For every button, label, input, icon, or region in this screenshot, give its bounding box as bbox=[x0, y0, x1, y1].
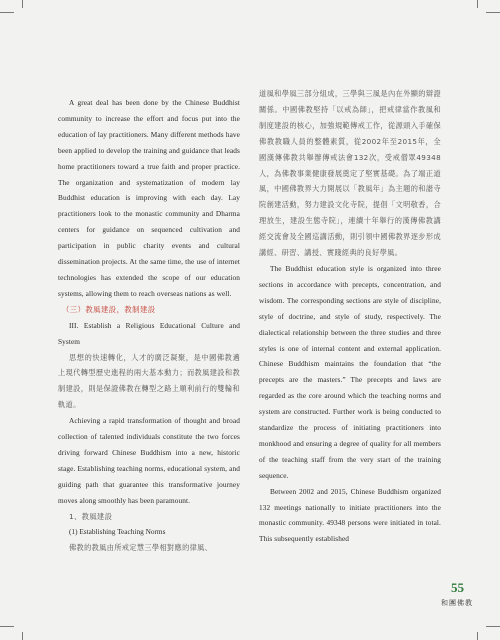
paragraph-zh-transformation: 思想的快速轉化，人才的廣泛凝聚，是中國佛教邁上現代轉型歷史進程的兩大基本動力；而教風建設和教制建設，則是保證佛教在轉型之路上順利前行的雙輪和軌道。 bbox=[58, 352, 240, 410]
crop-mark bbox=[22, 0, 23, 8]
crop-mark bbox=[477, 0, 478, 8]
paragraph-en-three-styles: The Buddhist education style is organized into three sections in accordance with precepts, concentration, and wisdom. The corresponding sections are style of discipline, style of doctrine, and style of study, respectively. The dialectical relationship between the three studies and three styles is one of internal content and external application. Chinese Buddhism maintains the foundation that “the precepts are the masters.” The precepts and laws are regarded as the core around which the teaching norms and system are constructed. Further work is being conducted to standardize the process of initiating practitioners into monkhood and ensuring a degree of quality for all members of the teaching staff from the very start of the training sequence. bbox=[259, 263, 441, 480]
subheading-en: (1) Establishing Teaching Norms bbox=[69, 527, 166, 537]
publication-logo: 和團佛教 bbox=[441, 599, 473, 607]
right-column bbox=[259, 86, 441, 547]
paragraph-en-initiation: Between 2002 and 2015, Chinese Buddhism organized 132 meetings nationally to initiate practitioners into the monastic community. 49348 persons were initiated in total. This subsequently established bbox=[259, 486, 441, 544]
paragraph-zh-three-styles: 道風和學風三部分組成，三學與三風是內在外顯的辯證關係。中國佛教堅持「以戒為師」，把戒律當作教風和制度建設的核心，加強規範傳戒工作，從源頭入手確保佛教教職人員的整體素質，從2002年至2015年，全國漢傳佛教共舉辦傳戒法會132次，受戒僧眾49348人，為佛教事業健康發展奠定了堅實基礎。為了端正道風，中國佛教界大力開展以「教風年」為主題的和諧寺院創建活動，努力建設文化寺院，提倡「文明敬香，合理放生，建設生態寺院」，連續十年舉行的漢傳佛教講經交流會及全國巡講活動，則引領中國佛教界逐步形成講經、研習、講授、實踐經典的良好學風。 bbox=[259, 89, 441, 258]
crop-mark bbox=[22, 632, 23, 640]
crop-mark bbox=[0, 12, 14, 13]
crop-mark bbox=[486, 12, 500, 13]
paragraph-lay-education: A great deal has been done by the Chinese Buddhist community to increase the effort and focus put into the education of lay practitioners. Many different methods have been applied to develop the training and guidance that leads home practitioners toward a true faith and proper practice. The organization and systematization of modern lay Buddhist education is improving with each day. Lay practitioners look to the monastic community and Dharma centers for guidance on sequenced cultivation and participation in public charity events and cultural dissemination projects. At the same time, the use of internet technologies has extended the scope of our education systems, allowing them to reach overseas nations as well. bbox=[58, 98, 240, 298]
paragraph-en-transformation: Achieving a rapid transformation of thought and broad collection of talented individuals constitute the two forces driving forward Chinese Buddhism into a new, historic stage. Establishing teaching norms, educational system, and guiding path that guarantee this transformative journey moves along smoothly has been paramount. bbox=[58, 416, 240, 505]
left-column bbox=[58, 95, 240, 556]
section-heading-en: III. Establish a Religious Educational Culture and System bbox=[58, 320, 240, 346]
page-number: 55 bbox=[451, 580, 464, 595]
subheading-zh: 1、教風建設 bbox=[69, 511, 113, 521]
crop-mark bbox=[477, 632, 478, 640]
section-heading-zh: （三）教風建設，教制建設 bbox=[62, 304, 156, 314]
crop-mark bbox=[0, 626, 14, 627]
crop-mark bbox=[486, 626, 500, 627]
paragraph-zh-teaching-norms: 佛教的教風由所戒定慧三學相對應的律風、 bbox=[69, 543, 213, 553]
